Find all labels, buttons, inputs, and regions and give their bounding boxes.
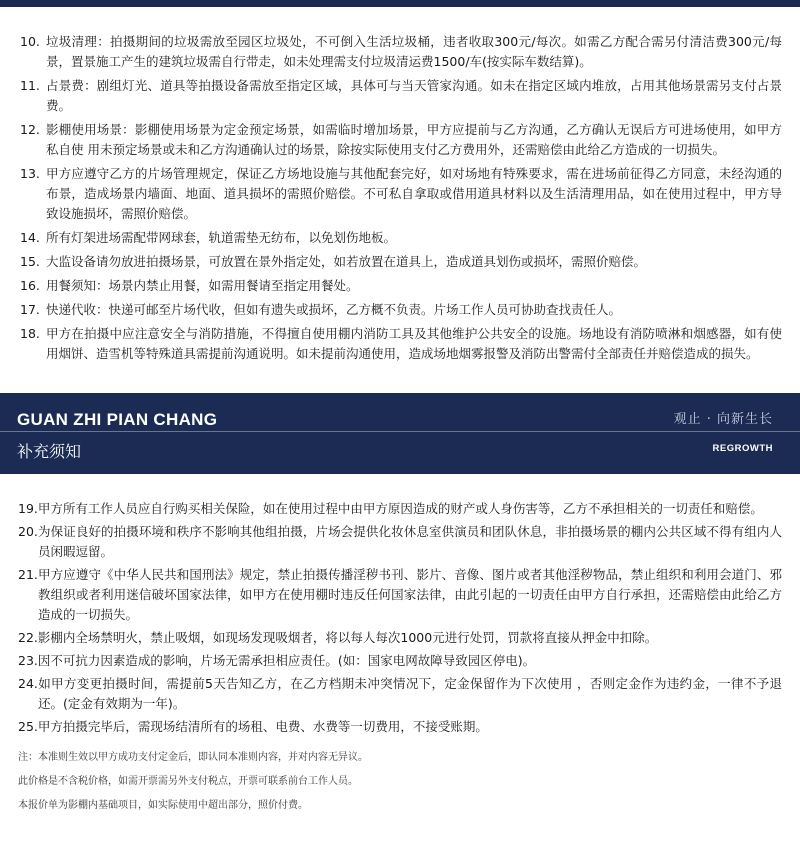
footnote: 此价格是不含税价格，如需开票需另外支付税点，开票可联系前台工作人员。 [18, 776, 358, 787]
banner-divider [0, 431, 800, 432]
brand-name: GUAN ZHI PIAN CHANG [17, 410, 218, 429]
rule-item: 13. 甲方应遵守乙方的片场管理规定，保证乙方场地设施与其他配套完好，如对场地有特殊要求，需在进场前征得乙方同意，未经沟通的布景，造成场景内墙面、地面、道具损坏的需照价赔偿。不可私自拿取或借用道具材料以及生活清理用品，如在使用过程中，甲方导致设施损坏，需照价赔偿。 [20, 166, 782, 221]
footnote: 本报价单为影棚内基础项目，如实际使用中超出部分，照价付费。 [18, 800, 308, 811]
rules-list-part1 [20, 32, 782, 368]
section-title: 补充须知 [17, 442, 82, 461]
rule-item: 21.甲方应遵守《中华人民共和国刑法》规定，禁止拍摄传播淫秽书刊、影片、音像、图片或者其他淫秽物品，禁止组织和利用会道门、邪教组织或者利用迷信破坏国家法律，如甲方在使用棚时违反任何国家法律，由此引起的一切责任由甲方自行承担，还需赔偿由此给乙方造成的一切损失。 [18, 567, 782, 622]
rule-item: 10. 垃圾清理：拍摄期间的垃圾需放至园区垃圾处，不可倒入生活垃圾桶，违者收取300元/每次。如需乙方配合需另付清洁费300元/每景，置景施工产生的建筑垃圾需自行带走，如未处理需支付垃圾清运费1500/车(按实际车数结算)。 [20, 34, 782, 69]
rule-item: 24.如甲方变更拍摄时间，需提前5天告知乙方，在乙方档期未冲突情况下，定金保留作为下次使用 ，否则定金作为违约金，一律不予退还。(定金有效期为一年)。 [18, 676, 782, 711]
rule-item: 19.甲方所有工作人员应自行购买相关保险，如在使用过程中由甲方原因造成的财产或人身伤害等，乙方不承担相关的一切责任和赔偿。 [18, 501, 763, 516]
rule-item: 11. 占景费：剧组灯光、道具等拍摄设备需放至指定区域，具体可与当天管家沟通。如未在指定区域内堆放，占用其他场景需另支付占景费。 [20, 78, 782, 113]
top-accent-bar [0, 0, 800, 7]
rule-item: 14. 所有灯架进场需配带网球套，轨道需垫无纺布，以免划伤地板。 [20, 230, 397, 245]
rule-item: 17. 快递代收：快递可邮至片场代收，但如有遗失或损坏，乙方概不负责。片场工作人员可协助查找责任人。 [20, 302, 622, 317]
brand-slogan: 观止 · 向新生长 [673, 412, 773, 427]
rule-item: 25.甲方拍摄完毕后，需现场结清所有的场租、电费、水费等一切费用，不接受账期。 [18, 719, 488, 734]
rule-item: 22.影棚内全场禁明火，禁止吸烟，如现场发现吸烟者，将以每人每次1000元进行处罚，罚款将直接从押金中扣除。 [18, 630, 658, 645]
rule-item: 12. 影棚使用场景：影棚使用场景为定金预定场景，如需临时增加场景，甲方应提前与乙方沟通，乙方确认无误后方可进场使用，如甲方私自使 用未预定场景或未和乙方沟通确认过的场景，除按实际使用支付乙方费用外，还需赔偿由此给乙方造成的一切损失。 [20, 122, 782, 157]
rule-item: 18. 甲方在拍摄中应注意安全与消防措施，不得擅自使用棚内消防工具及其他维护公共安全的设施。场地设有消防喷淋和烟感器，如有使用烟饼、造雪机等特殊道具需提前沟通说明。如未提前沟通使用，造成场地烟雾报警及消防出警需付全部责任并赔偿造成的损失。 [20, 326, 782, 361]
rule-item: 15. 大监设备请勿放进拍摄场景，可放置在景外指定处，如若放置在道具上，造成道具划伤或损坏，需照价赔偿。 [20, 254, 647, 269]
rules-list-part2 [18, 499, 782, 740]
brand-tagline: REGROWTH [712, 443, 773, 454]
rule-item: 23.因不可抗力因素造成的影响，片场无需承担相应责任。(如：国家电网故障导致园区停电)。 [18, 653, 536, 668]
rule-item: 20.为保证良好的拍摄环境和秩序不影响其他组拍摄，片场会提供化妆休息室供演员和团队休息，非拍摄场景的棚内公共区域不得有组内人员闲暇逗留。 [18, 524, 782, 559]
section-banner [0, 393, 800, 474]
rule-item: 16. 用餐须知：场景内禁止用餐，如需用餐请至指定用餐处。 [20, 278, 359, 293]
footnote: 注：本准则生效以甲方成功支付定金后，即认同本准则内容，并对内容无异议。 [18, 752, 368, 763]
footnotes [18, 751, 782, 823]
